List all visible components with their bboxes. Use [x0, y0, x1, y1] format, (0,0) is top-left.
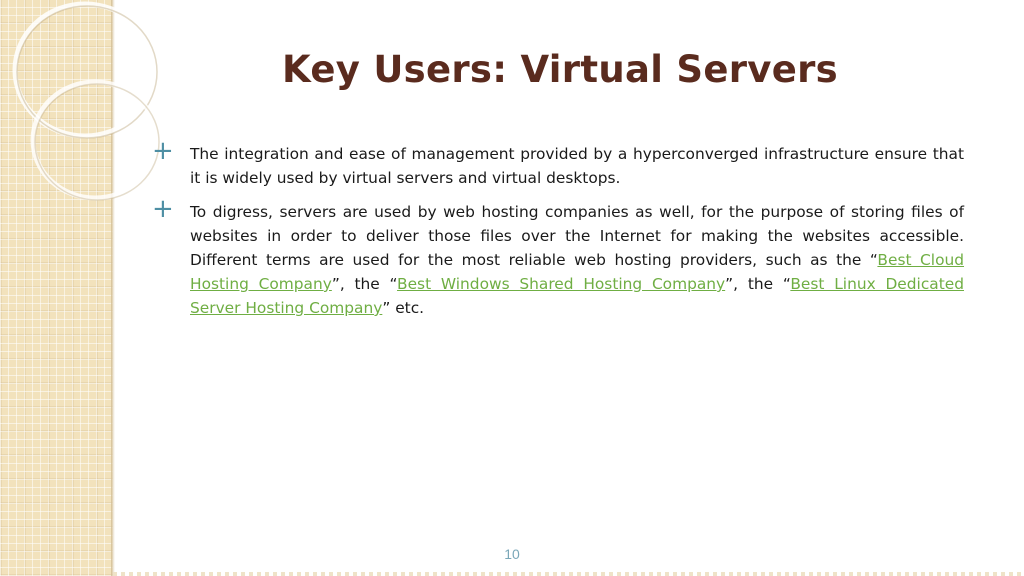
slide-title: Key Users: Virtual Servers [282, 48, 838, 91]
bullet-item-2 [150, 194, 965, 320]
link-best-linux-dedicated-server-hosting[interactable]: Best Linux Dedicated Server Hosting Company [190, 275, 964, 317]
bullet-text: The integration and ease of management provided by a hyperconverged infrastructure ensure that it is widely used by virtual servers and virtual desktops. [190, 145, 964, 187]
plus-icon: + [152, 194, 174, 224]
decorative-bottom-strip [113, 572, 1024, 576]
link-best-windows-shared-hosting[interactable]: Best Windows Shared Hosting Company [397, 275, 726, 293]
bullet-text-intro: To digress, servers are used by web hosting companies as well, for the purpose of storing files of websites in order to deliver those files over the Internet for making the websites accessible. Different terms are used for the most reliable web hosting providers, such as the “ [190, 203, 964, 269]
page-number: 10 [504, 546, 520, 562]
link-best-cloud-hosting[interactable]: Best Cloud Hosting Company [190, 251, 965, 293]
bullet-list [150, 136, 965, 330]
bullet-text [190, 200, 964, 320]
bullet-item-1 [150, 136, 964, 190]
bullet-text-separator: ”, the “ [725, 275, 791, 293]
bullet-text-outro: ” etc. [382, 299, 425, 317]
plus-icon: + [152, 136, 174, 166]
decorative-ring-medium-shadow [35, 84, 159, 200]
bullet-text-separator: ”, the “ [331, 275, 398, 293]
